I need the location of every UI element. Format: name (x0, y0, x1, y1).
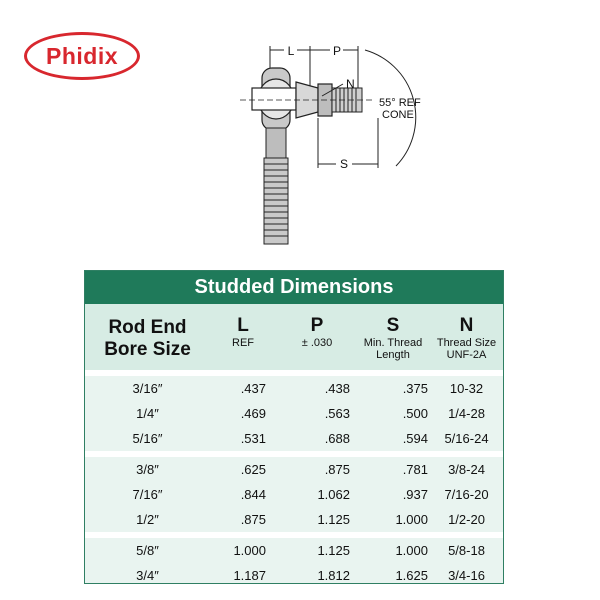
cell-P: 1.812 (317, 568, 350, 583)
row-group-1 (85, 376, 503, 451)
header-L-sub (210, 337, 276, 349)
rod-end-drawing (0, 0, 600, 270)
header-N-sub (428, 337, 504, 361)
header-N-sub2: UNF-2A (446, 349, 487, 361)
cell-L: .469 (240, 406, 266, 421)
cell-P: 1.125 (317, 512, 350, 527)
cell-N: 5/8-18 (448, 543, 485, 558)
header-P-sub (276, 337, 358, 349)
cell-N: 1/4-28 (448, 406, 485, 421)
header-S-sub1: Min. Thread (363, 337, 423, 349)
studded-dimensions-table (84, 270, 504, 584)
cell-L: .875 (240, 512, 266, 527)
cell-bore: 7/16″ (132, 487, 163, 502)
cell-P: .438 (324, 381, 350, 396)
table-row (85, 457, 503, 482)
header-P: P (310, 315, 324, 336)
cell-L: 1.187 (233, 568, 266, 583)
shank (264, 128, 288, 244)
cone-label-line1: 55° REF (379, 97, 421, 109)
header-L-sub1: REF (232, 337, 254, 349)
cell-S: .594 (402, 431, 428, 446)
cell-N: 3/4-16 (448, 568, 485, 583)
cell-bore: 3/4″ (136, 568, 159, 583)
header-L: L (237, 315, 249, 336)
row-group-3 (85, 538, 503, 584)
cell-bore: 1/2″ (136, 512, 159, 527)
header-S: S (386, 315, 400, 336)
logo-text: Phidix (45, 42, 118, 69)
cell-P: .688 (324, 431, 350, 446)
row-group-2 (85, 457, 503, 532)
header-N-sub1: Thread Size (436, 337, 497, 349)
dim-label-L: L (287, 44, 295, 58)
cell-N: 7/16-20 (444, 487, 489, 502)
cell-N: 10-32 (449, 381, 484, 396)
table-row (85, 482, 503, 507)
cell-P: .563 (324, 406, 350, 421)
cell-L: .531 (240, 431, 266, 446)
rod-end-housing (252, 68, 332, 130)
cell-N: 3/8-24 (448, 462, 485, 477)
table-title: Studded Dimensions (85, 271, 503, 304)
cell-S: .937 (402, 487, 428, 502)
cell-bore: 1/4″ (136, 406, 159, 421)
table-row (85, 426, 503, 451)
cell-bore: 5/8″ (136, 543, 159, 558)
dim-label-P: P (332, 44, 342, 58)
table-row (85, 401, 503, 426)
dim-label-S: S (339, 157, 349, 171)
cell-S: 1.000 (395, 543, 428, 558)
table-header (85, 304, 503, 370)
cell-S: 1.000 (395, 512, 428, 527)
table-row (85, 376, 503, 401)
cell-S: .500 (402, 406, 428, 421)
cone-label-line2: CONE (382, 109, 414, 121)
header-S-sub2: Length (376, 349, 410, 361)
header-bore-size (85, 317, 210, 361)
cell-L: .625 (240, 462, 266, 477)
cell-P: 1.062 (317, 487, 350, 502)
cell-S: .781 (402, 462, 428, 477)
header-bore-line2: Bore Size (104, 339, 191, 360)
cell-bore: 3/8″ (136, 462, 159, 477)
cell-L: .437 (240, 381, 266, 396)
header-S-sub (358, 337, 428, 361)
header-bore-line1: Rod End (108, 317, 187, 338)
cell-N: 5/16-24 (444, 431, 489, 446)
cell-bore: 3/16″ (132, 381, 163, 396)
cell-P: .875 (324, 462, 350, 477)
table-row (85, 507, 503, 532)
cell-bore: 5/16″ (132, 431, 163, 446)
cell-N: 1/2-20 (448, 512, 485, 527)
table-row (85, 538, 503, 563)
table-row (85, 563, 503, 584)
cell-S: .375 (402, 381, 428, 396)
header-P-sub1: ± .030 (301, 337, 333, 349)
cell-L: 1.000 (233, 543, 266, 558)
cell-S: 1.625 (395, 568, 428, 583)
dim-label-N: N (346, 77, 355, 91)
cell-P: 1.125 (317, 543, 350, 558)
header-N: N (459, 315, 474, 336)
cell-L: .844 (240, 487, 266, 502)
